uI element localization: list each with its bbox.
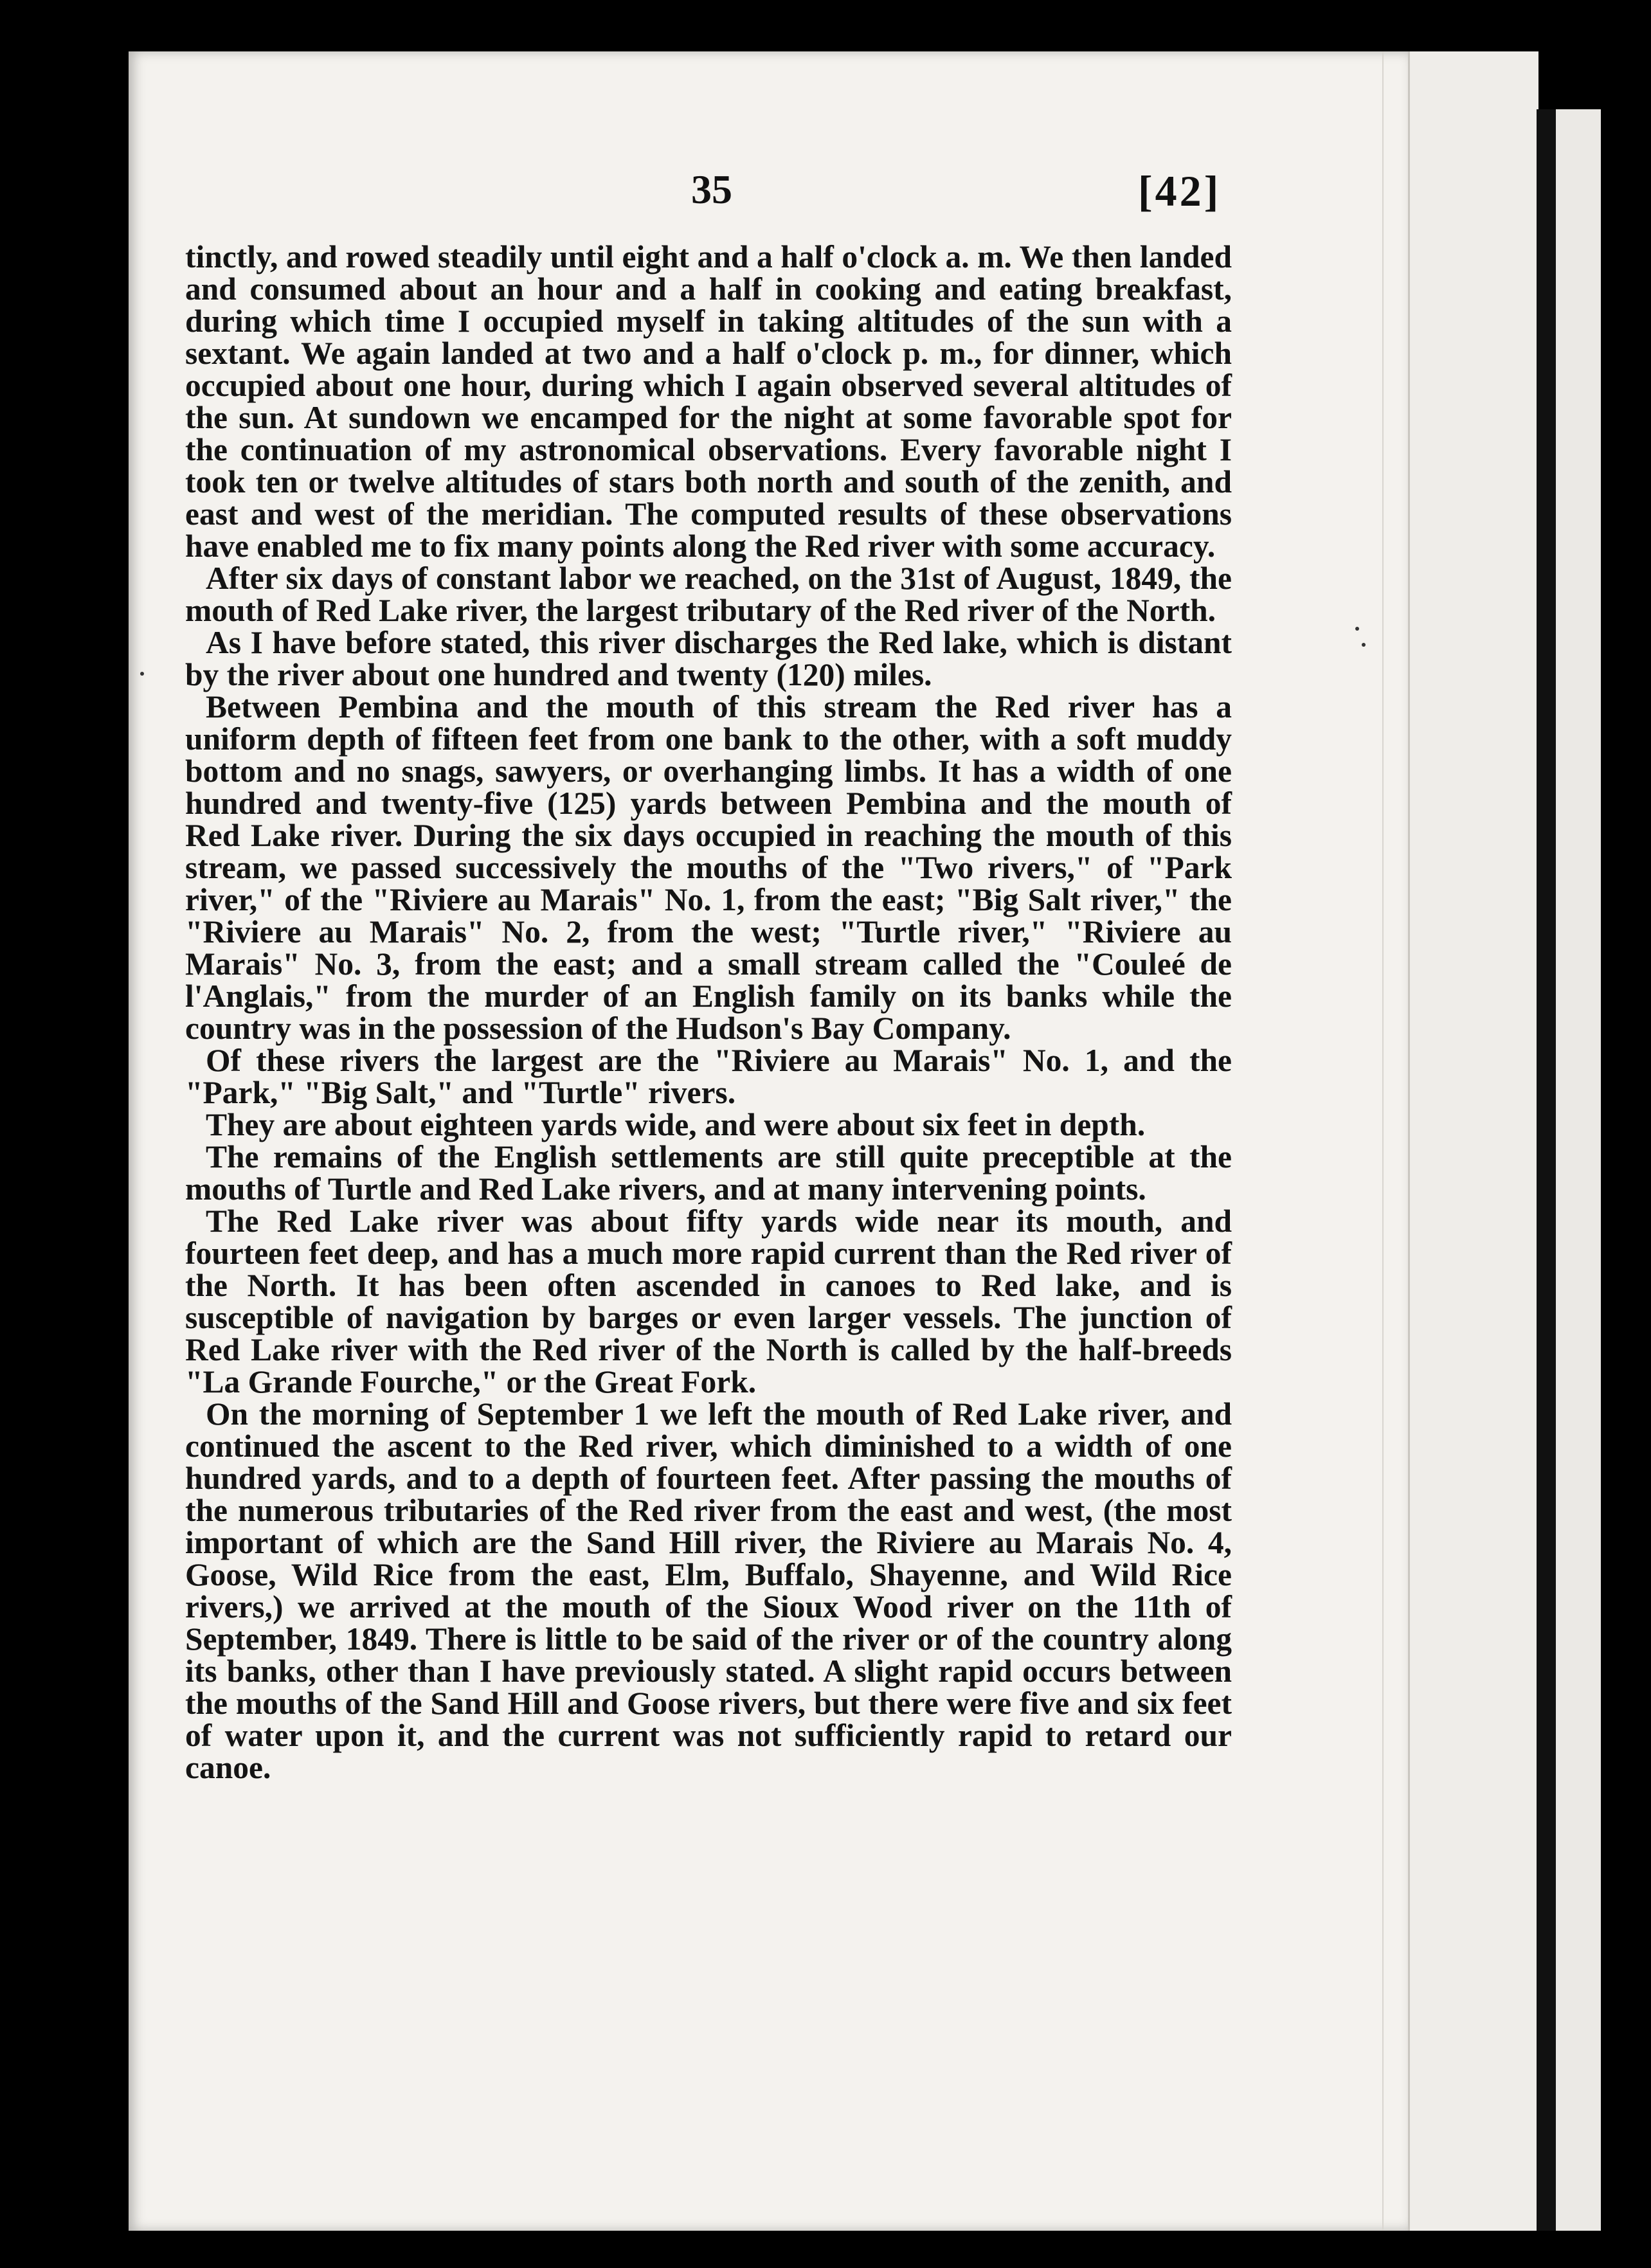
page-gutter (1537, 109, 1556, 2231)
paragraph: After six days of constant labor we reached, on the 31st of August, 1849, the mouth of Red Lake river, the largest tributary of the Red river of the North. (185, 561, 1232, 628)
paragraph: tinctly, and rowed steadily until eight and a half o'clock a. m. We then landed and consumed about an hour and a half in cooking and eating breakfast, during which time I occupied myself in taking altitudes of the sun with a sextant. We again landed at two and a half o'clock p. m., for dinner, which occupied about one hour, during which I again observed several altitudes of the sun. At sundown we encamped for the night at some favorable spot for the continuation of my astronomical observations. Every favorable night I took ten or twelve altitudes of stars both north and south of the zenith, and east and west of the meridian. The computed results of these observations have enabled me to fix many points along the Red river with some accuracy. (185, 239, 1232, 564)
page-margin-strip (1408, 51, 1538, 2231)
page-header (129, 166, 1408, 224)
page-number: 35 (691, 166, 732, 212)
scan-speck (1362, 643, 1366, 647)
paragraph: The remains of the English settlements are still quite preceptible at the mouths of Turtle and Red Lake rivers, and at many intervening points. (185, 1139, 1232, 1207)
body-text (185, 241, 1232, 1784)
paragraph: On the morning of September 1 we left the mouth of Red Lake river, and continued the ascent to the Red river, which diminished to a width of one hundred yards, and to a depth of fourteen feet. After passing the mouths of the numerous tributaries of the Red river from the east and west, (the most important of which are the Sand Hill river, the Riviere au Marais No. 4, Goose, Wild Rice from the east, Elm, Buffalo, Shayenne, and Wild Rice rivers,) we arrived at the mouth of the Sioux Wood river on the 11th of September, 1849. There is little to be said of the river or of the country along its banks, other than I have previously stated. A slight rapid occurs between the mouths of the Sand Hill and Goose rivers, but there were five and six feet of water upon it, and the current was not sufficiently rapid to retard our canoe. (185, 1396, 1232, 1785)
scan-speck (140, 672, 144, 676)
paragraph: Of these rivers the largest are the "Riviere au Marais" No. 1, and the "Park," "Big Salt," and "Turtle" rivers. (185, 1043, 1232, 1110)
paragraph: Between Pembina and the mouth of this stream the Red river has a uniform depth of fifteen feet from one bank to the other, with a soft muddy bottom and no snags, sawyers, or overhanging limbs. It has a width of one hundred and twenty-five (125) yards between Pembina and the mouth of Red Lake river. During the six days occupied in reaching the mouth of this stream, we passed successively the mouths of the "Two rivers," of "Park river," of the "Riviere au Marais" No. 1, from the east; "Big Salt river," the "Riviere au Marais" No. 2, from the west; "Turtle river," "Riviere au Marais" No. 3, from the east; and a small stream called the "Couleé de l'Anglais," from the murder of an English family on its banks while the country was in the possession of the Hudson's Bay Company. (185, 689, 1232, 1046)
next-page-edge (1556, 109, 1601, 2231)
paragraph: The Red Lake river was about fifty yards wide near its mouth, and fourteen feet deep, and has a much more rapid current than the Red river of the North. It has been often ascended in canoes to Red lake, and is susceptible of navigation by barges or even larger vessels. The junction of Red Lake river with the Red river of the North is called by the half-breeds "La Grande Fourche," or the Great Fork. (185, 1203, 1232, 1400)
scan-speck (1355, 627, 1359, 631)
paragraph: They are about eighteen yards wide, and were about six feet in depth. (206, 1107, 1146, 1142)
paragraph: As I have before stated, this river discharges the Red lake, which is distant by the river about one hundred and twenty (120) miles. (185, 625, 1232, 692)
page-fold-line (1382, 51, 1384, 2231)
document-number: [42] (1138, 166, 1222, 215)
